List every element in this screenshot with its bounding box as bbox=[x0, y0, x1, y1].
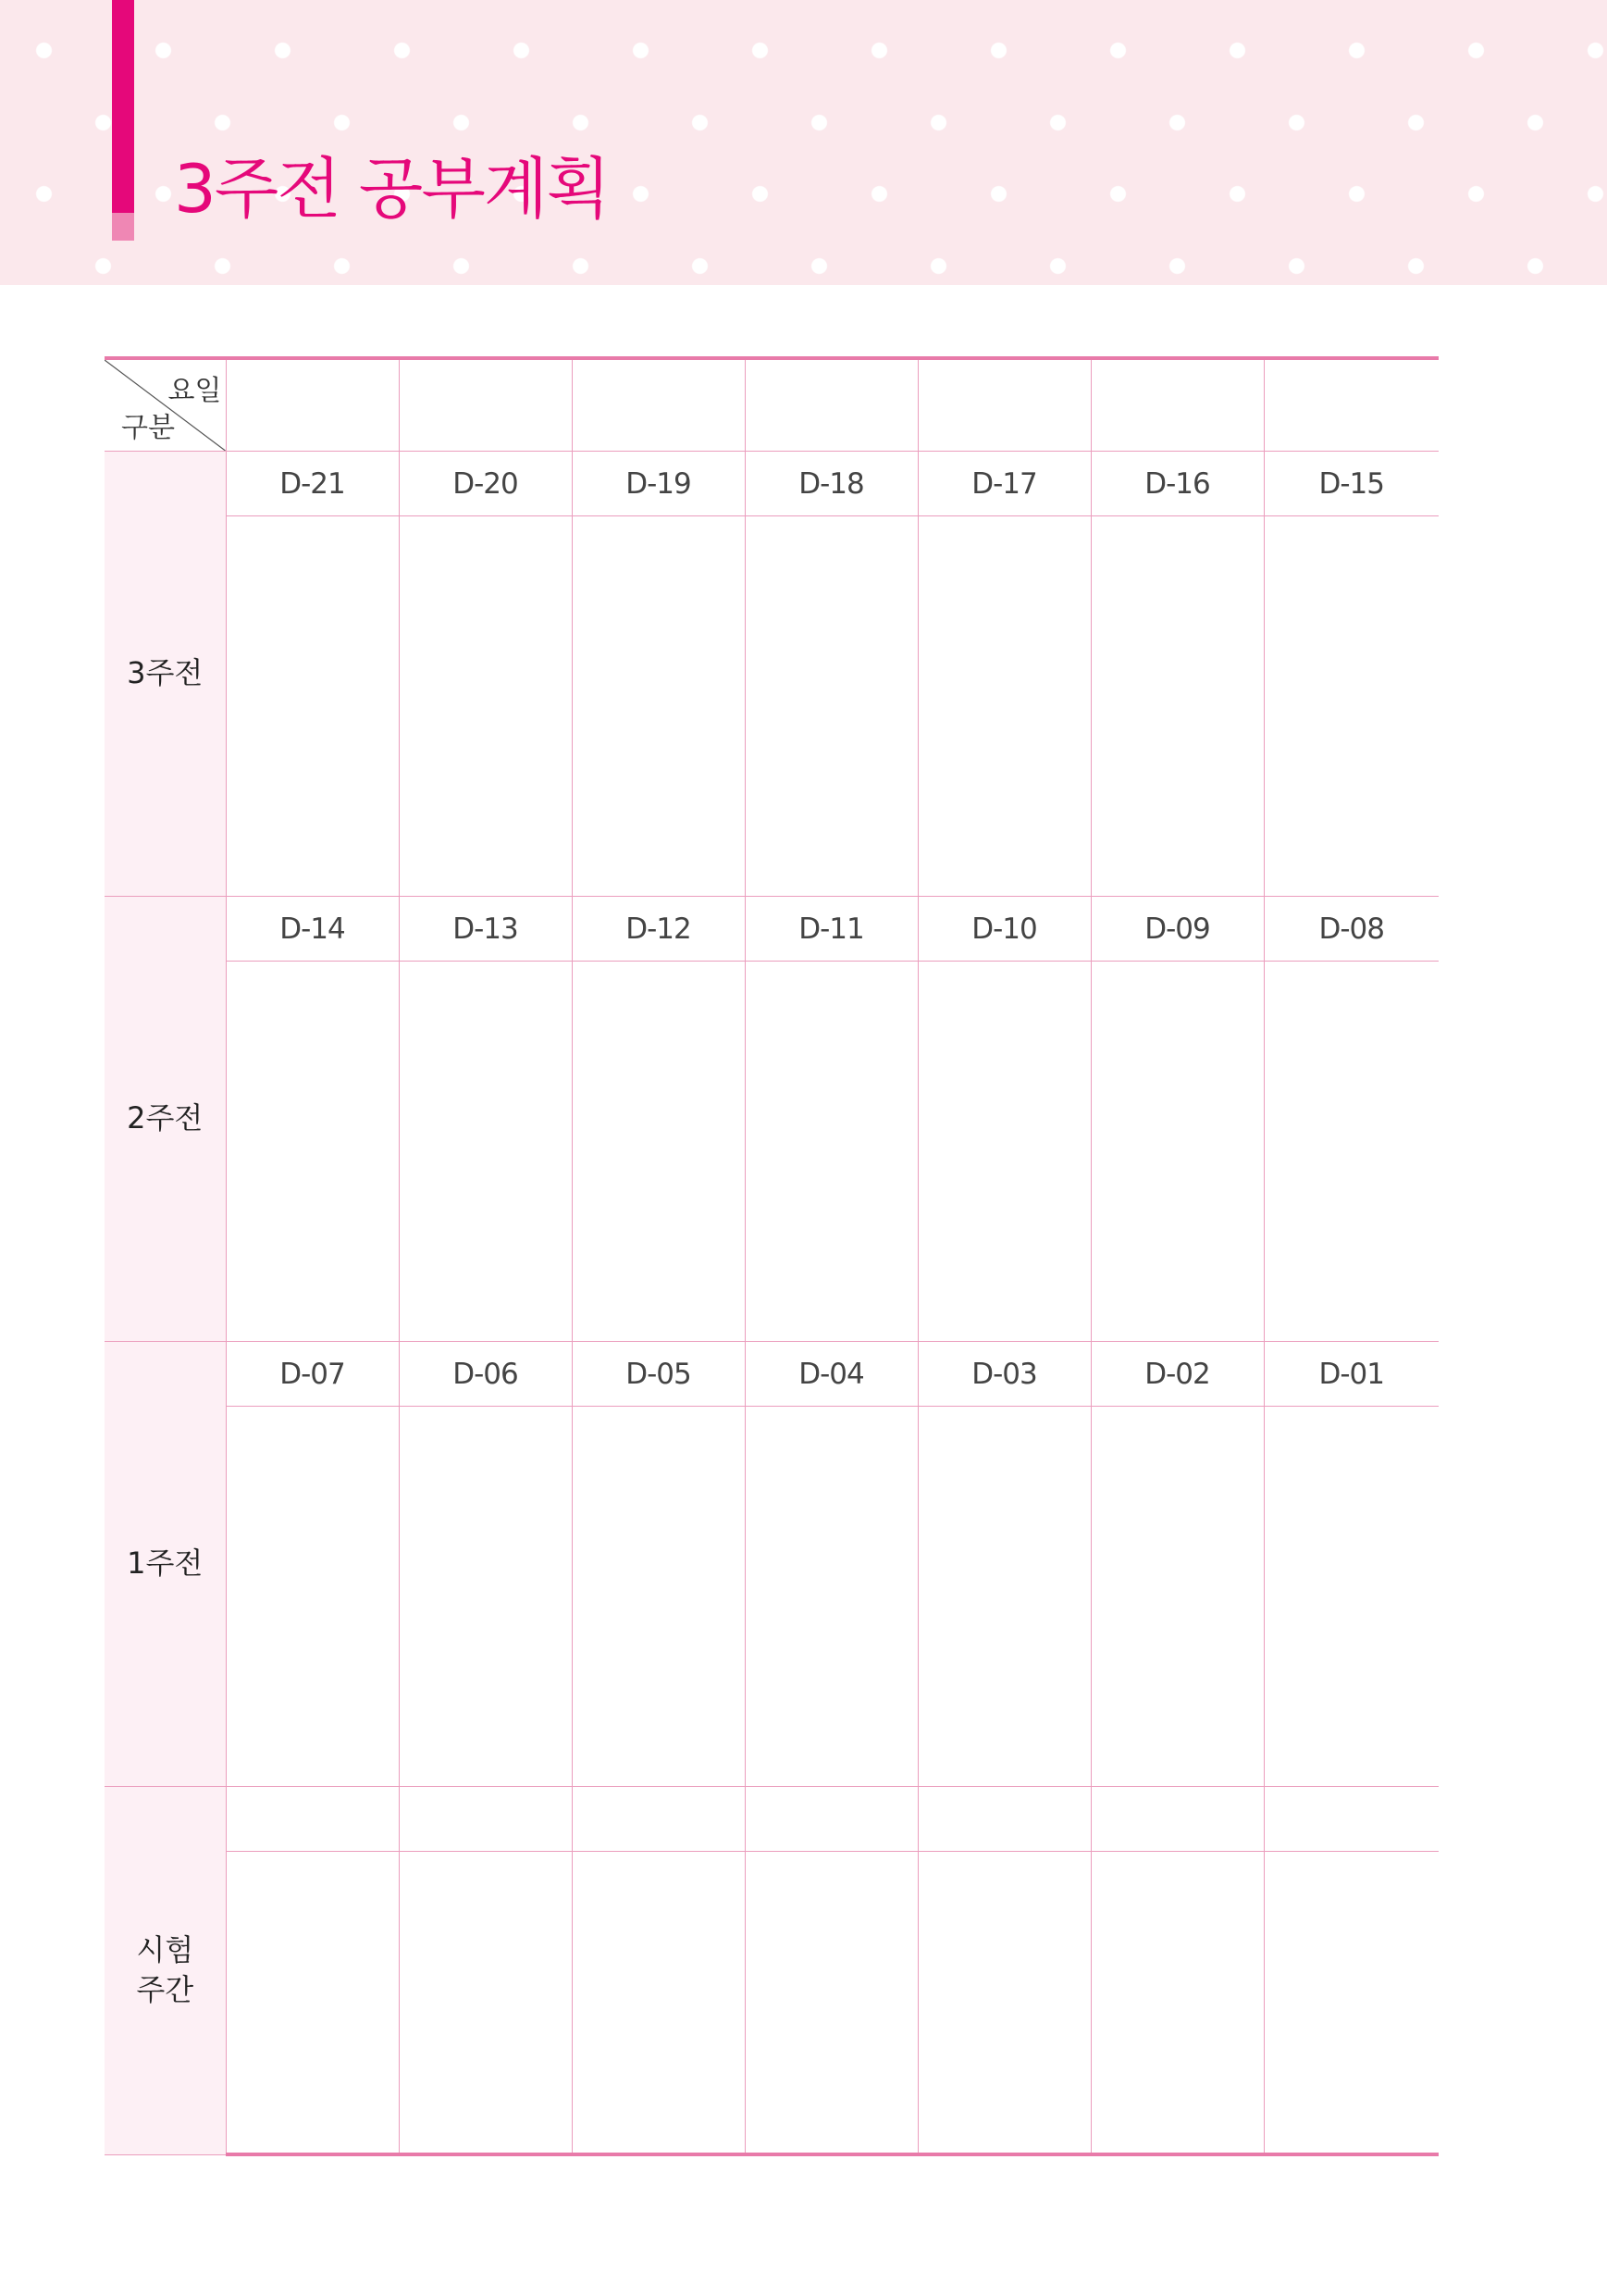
plan-cell[interactable] bbox=[1264, 962, 1439, 1342]
exam-plan-cell[interactable] bbox=[399, 1852, 572, 2155]
exam-week-plan-row bbox=[105, 1852, 1439, 2155]
dday-label: D-07 bbox=[226, 1342, 399, 1407]
plan-cell[interactable] bbox=[918, 1407, 1091, 1787]
dday-label: D-21 bbox=[226, 452, 399, 516]
exam-head-cell[interactable] bbox=[226, 1787, 399, 1852]
week-label-1: 1주전 bbox=[105, 1342, 226, 1787]
dday-label: D-09 bbox=[1091, 897, 1264, 962]
dday-label: D-16 bbox=[1091, 452, 1264, 516]
corner-label-category: 구분 bbox=[121, 412, 175, 444]
plan-cell[interactable] bbox=[745, 1407, 918, 1787]
week-label-2: 2주전 bbox=[105, 897, 226, 1342]
plan-cell[interactable] bbox=[399, 516, 572, 897]
exam-head-cell[interactable] bbox=[572, 1787, 745, 1852]
exam-head-cell[interactable] bbox=[1091, 1787, 1264, 1852]
dday-label: D-12 bbox=[572, 897, 745, 962]
plan-cell[interactable] bbox=[226, 962, 399, 1342]
plan-cell[interactable] bbox=[1091, 1407, 1264, 1787]
exam-plan-cell[interactable] bbox=[226, 1852, 399, 2155]
week-3-dday-row bbox=[105, 452, 1439, 516]
exam-head-cell[interactable] bbox=[399, 1787, 572, 1852]
corner-label-weekday: 요일 bbox=[167, 375, 222, 407]
exam-plan-cell[interactable] bbox=[1264, 1852, 1439, 2155]
week-1-plan-row bbox=[105, 1407, 1439, 1787]
plan-cell[interactable] bbox=[1264, 1407, 1439, 1787]
dday-label: D-10 bbox=[918, 897, 1091, 962]
dday-label: D-14 bbox=[226, 897, 399, 962]
plan-cell[interactable] bbox=[1264, 516, 1439, 897]
weekday-cell[interactable] bbox=[1264, 358, 1439, 452]
exam-head-cell[interactable] bbox=[745, 1787, 918, 1852]
plan-cell[interactable] bbox=[399, 962, 572, 1342]
week-1-dday-row bbox=[105, 1342, 1439, 1407]
exam-head-cell[interactable] bbox=[918, 1787, 1091, 1852]
title-accent-bar-tail bbox=[112, 213, 134, 241]
dday-label: D-08 bbox=[1264, 897, 1439, 962]
weekday-header-row bbox=[105, 358, 1439, 452]
exam-plan-cell[interactable] bbox=[918, 1852, 1091, 2155]
plan-cell[interactable] bbox=[1091, 962, 1264, 1342]
exam-plan-cell[interactable] bbox=[1091, 1852, 1264, 2155]
exam-label-line1: 시험 bbox=[136, 1932, 194, 1968]
week-label-3: 3주전 bbox=[105, 452, 226, 897]
dday-label: D-11 bbox=[745, 897, 918, 962]
weekday-cell[interactable] bbox=[572, 358, 745, 452]
dday-label: D-05 bbox=[572, 1342, 745, 1407]
dday-label: D-18 bbox=[745, 452, 918, 516]
week-label-exam bbox=[105, 1787, 226, 2155]
plan-cell[interactable] bbox=[226, 516, 399, 897]
plan-cell[interactable] bbox=[918, 962, 1091, 1342]
dday-label: D-19 bbox=[572, 452, 745, 516]
study-plan-table bbox=[105, 356, 1439, 2156]
weekday-cell[interactable] bbox=[1091, 358, 1264, 452]
corner-header-cell bbox=[105, 358, 226, 452]
plan-cell[interactable] bbox=[1091, 516, 1264, 897]
plan-cell[interactable] bbox=[918, 516, 1091, 897]
weekday-cell[interactable] bbox=[918, 358, 1091, 452]
exam-plan-cell[interactable] bbox=[745, 1852, 918, 2155]
week-2-dday-row bbox=[105, 897, 1439, 962]
plan-cell[interactable] bbox=[572, 1407, 745, 1787]
dday-label: D-13 bbox=[399, 897, 572, 962]
dday-label: D-02 bbox=[1091, 1342, 1264, 1407]
exam-plan-cell[interactable] bbox=[572, 1852, 745, 2155]
plan-cell[interactable] bbox=[745, 962, 918, 1342]
weekday-cell[interactable] bbox=[399, 358, 572, 452]
dday-label: D-15 bbox=[1264, 452, 1439, 516]
exam-head-cell[interactable] bbox=[1264, 1787, 1439, 1852]
plan-cell[interactable] bbox=[572, 516, 745, 897]
exam-week-head-row bbox=[105, 1787, 1439, 1852]
page-title: 3주전 공부계획 bbox=[174, 150, 610, 228]
plan-cell[interactable] bbox=[572, 962, 745, 1342]
weekday-cell[interactable] bbox=[226, 358, 399, 452]
dday-label: D-04 bbox=[745, 1342, 918, 1407]
page-header-banner bbox=[0, 0, 1607, 285]
dday-label: D-01 bbox=[1264, 1342, 1439, 1407]
week-3-plan-row bbox=[105, 516, 1439, 897]
week-2-plan-row bbox=[105, 962, 1439, 1342]
weekday-cell[interactable] bbox=[745, 358, 918, 452]
plan-cell[interactable] bbox=[745, 516, 918, 897]
dday-label: D-06 bbox=[399, 1342, 572, 1407]
title-accent-bar bbox=[112, 0, 134, 213]
plan-cell[interactable] bbox=[226, 1407, 399, 1787]
plan-cell[interactable] bbox=[399, 1407, 572, 1787]
exam-label-line2: 주간 bbox=[136, 1972, 194, 2008]
dday-label: D-03 bbox=[918, 1342, 1091, 1407]
dday-label: D-20 bbox=[399, 452, 572, 516]
dday-label: D-17 bbox=[918, 452, 1091, 516]
